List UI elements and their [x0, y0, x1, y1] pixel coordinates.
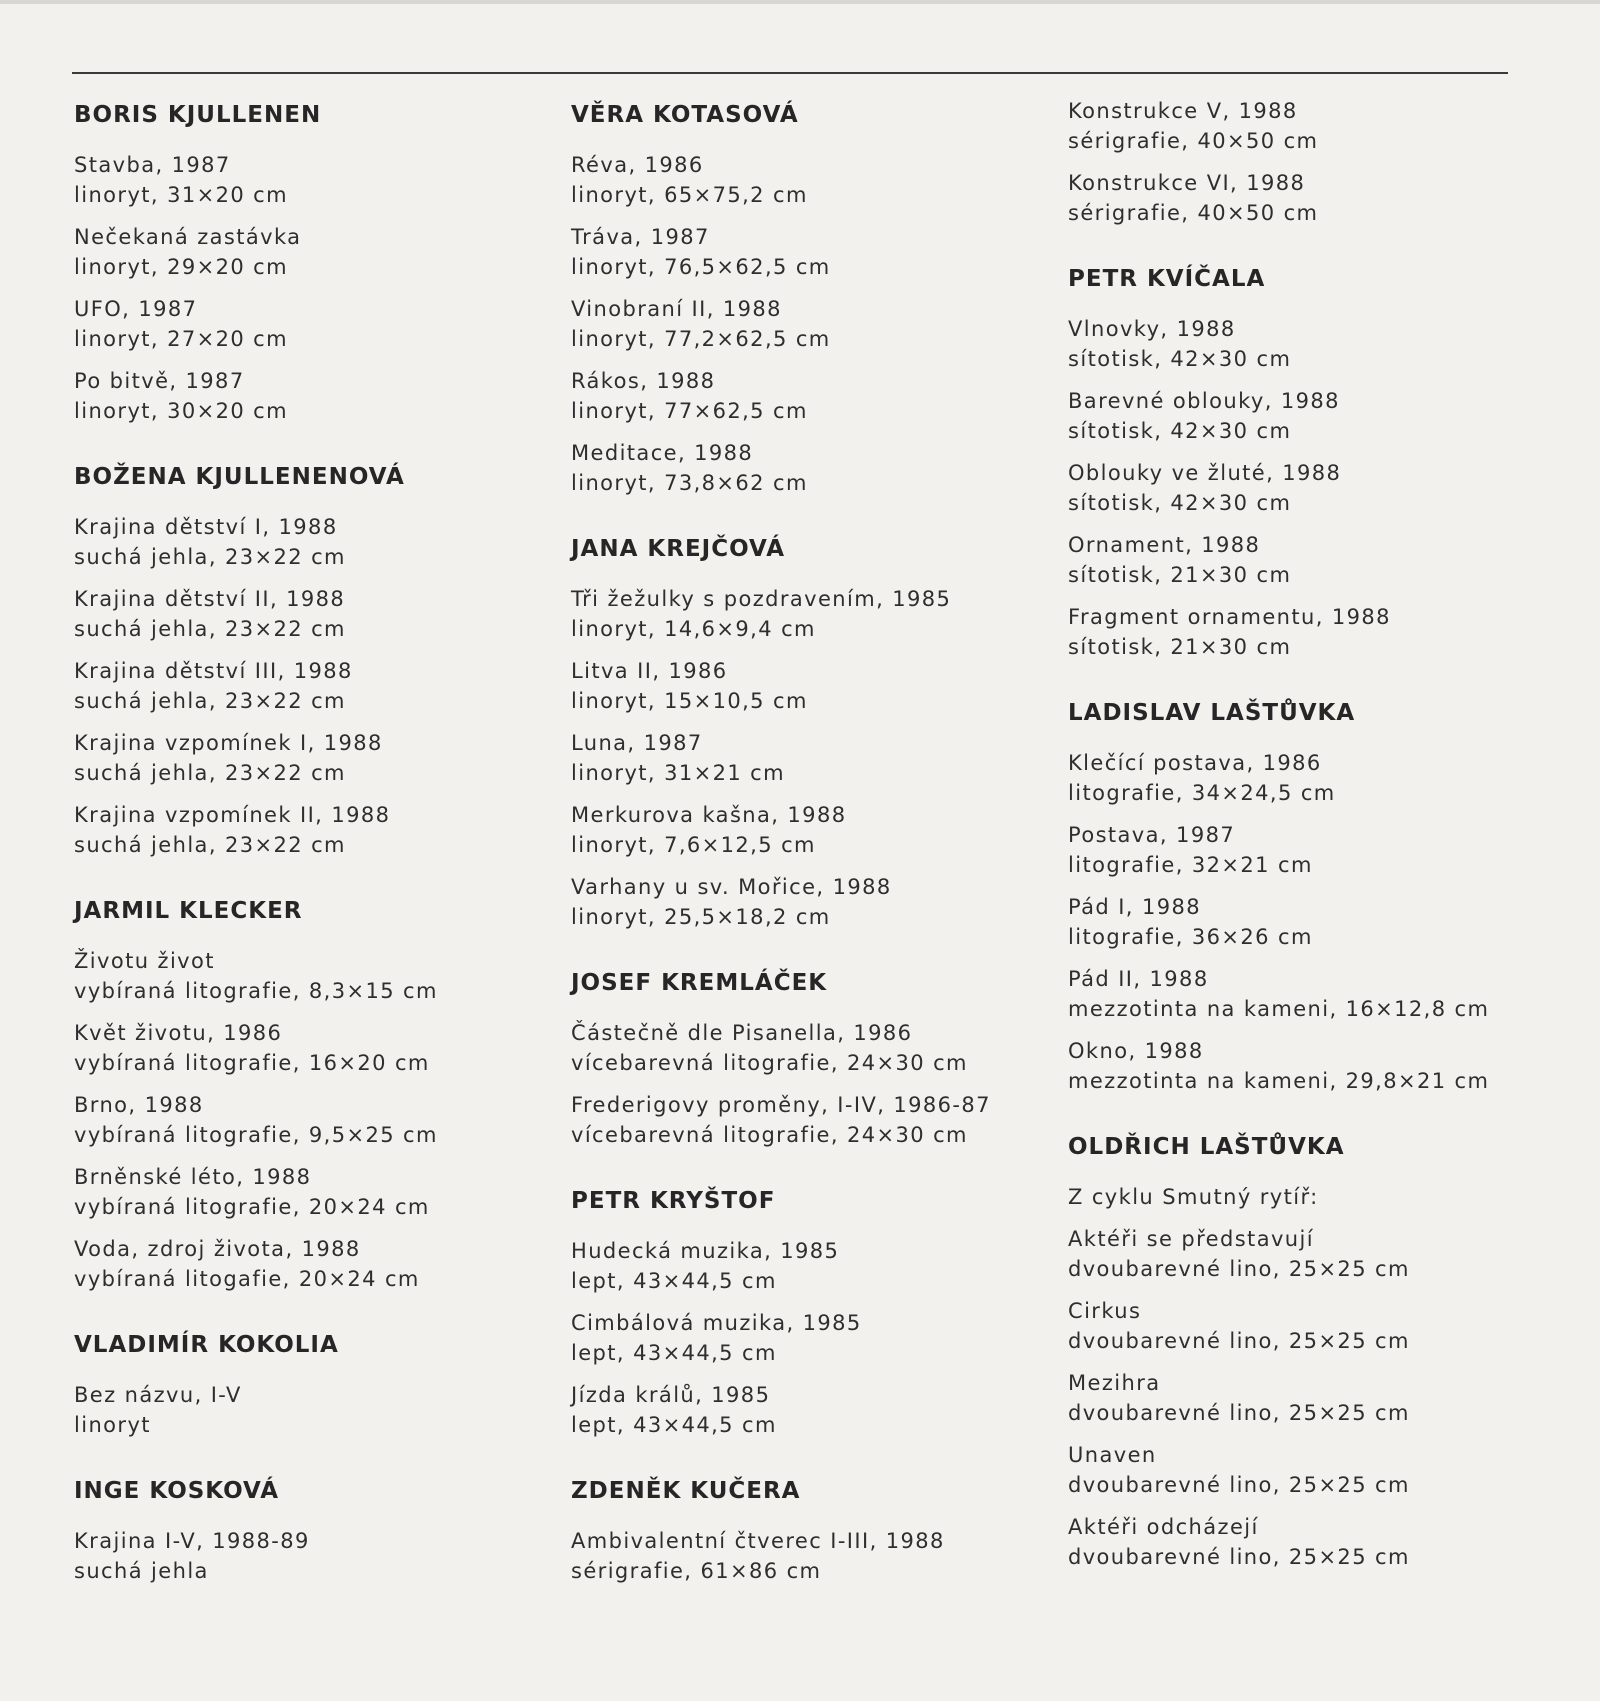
artwork-technique: litografie, 36×26 cm — [1068, 925, 1313, 949]
artwork-entry — [571, 584, 1041, 644]
artwork-technique: sérigrafie, 61×86 cm — [571, 1559, 822, 1583]
artwork-technique: linoryt, 7,6×12,5 cm — [571, 833, 816, 857]
artwork-entry — [74, 656, 544, 716]
artwork-entry — [74, 728, 544, 788]
artwork-entry — [571, 294, 1041, 354]
artwork-title: Jízda králů, 1985 — [571, 1383, 771, 1407]
artwork-entry — [1068, 1512, 1538, 1572]
artwork-title: Nečekaná zastávka — [74, 225, 302, 249]
artwork-technique: lept, 43×44,5 cm — [571, 1341, 777, 1365]
artwork-entry — [1068, 602, 1538, 662]
artwork-title: Životu život — [74, 949, 215, 973]
artwork-title: Cimbálová muzika, 1985 — [571, 1311, 862, 1335]
horizontal-rule — [72, 72, 1508, 74]
artwork-technique: linoryt, 31×21 cm — [571, 761, 785, 785]
artist-section — [74, 1330, 544, 1440]
artwork-entry — [74, 584, 544, 644]
artwork-technique: linoryt, 31×20 cm — [74, 183, 288, 207]
artwork-entry — [74, 1380, 544, 1440]
artwork-title: Brno, 1988 — [74, 1093, 204, 1117]
artwork-title: Aktéři odcházejí — [1068, 1515, 1259, 1539]
artwork-title: Postava, 1987 — [1068, 823, 1236, 847]
artwork-entry — [1068, 820, 1538, 880]
artwork-technique: lept, 43×44,5 cm — [571, 1269, 777, 1293]
artwork-technique: sítotisk, 21×30 cm — [1068, 563, 1292, 587]
artwork-technique: suchá jehla, 23×22 cm — [74, 617, 346, 641]
artwork-technique: dvoubarevné lino, 25×25 cm — [1068, 1473, 1410, 1497]
artwork-technique: vybíraná litografie, 8,3×15 cm — [74, 979, 438, 1003]
artwork-title: Bez názvu, I-V — [74, 1383, 242, 1407]
artwork-entry — [571, 1090, 1041, 1150]
artwork-technique: vícebarevná litografie, 24×30 cm — [571, 1123, 968, 1147]
artwork-entry — [74, 800, 544, 860]
artwork-title: Brněnské léto, 1988 — [74, 1165, 312, 1189]
artwork-entry — [571, 438, 1041, 498]
artwork-entry — [74, 1162, 544, 1222]
artwork-title: Krajina vzpomínek I, 1988 — [74, 731, 383, 755]
artist-name: VĚRA KOTASOVÁ — [571, 102, 799, 128]
artwork-title: Hudecká muzika, 1985 — [571, 1239, 840, 1263]
artist-section — [571, 1476, 1041, 1586]
artwork-technique: suchá jehla, 23×22 cm — [74, 761, 346, 785]
artist-section — [74, 1476, 544, 1586]
artwork-title: Krajina I-V, 1988-89 — [74, 1529, 310, 1553]
artwork-title: Krajina dětství I, 1988 — [74, 515, 338, 539]
artwork-title: Unaven — [1068, 1443, 1157, 1467]
artwork-entry — [1068, 314, 1538, 374]
artwork-technique: dvoubarevné lino, 25×25 cm — [1068, 1329, 1410, 1353]
artwork-entry — [571, 1380, 1041, 1440]
artist-section — [1068, 96, 1538, 228]
artwork-entry — [571, 1526, 1041, 1586]
artwork-entry — [74, 1018, 544, 1078]
artist-name: JANA KREJČOVÁ — [571, 536, 786, 562]
artist-name: INGE KOSKOVÁ — [74, 1478, 280, 1504]
artwork-title: Tři žežulky s pozdravením, 1985 — [571, 587, 952, 611]
artwork-entry — [571, 800, 1041, 860]
artwork-entry — [571, 150, 1041, 210]
artwork-technique: linoryt — [74, 1413, 151, 1437]
artwork-entry — [1068, 1182, 1538, 1212]
artwork-title: Mezihra — [1068, 1371, 1161, 1395]
artwork-technique: vícebarevná litografie, 24×30 cm — [571, 1051, 968, 1075]
artwork-technique: linoryt, 77×62,5 cm — [571, 399, 808, 423]
artwork-technique: sérigrafie, 40×50 cm — [1068, 201, 1319, 225]
column-2 — [571, 100, 1041, 1622]
artist-name: ZDENĚK KUČERA — [571, 1478, 801, 1504]
artwork-title: Vlnovky, 1988 — [1068, 317, 1236, 341]
artwork-title: Konstrukce VI, 1988 — [1068, 171, 1306, 195]
artwork-title: Aktéři se představují — [1068, 1227, 1314, 1251]
artwork-technique: linoryt, 25,5×18,2 cm — [571, 905, 831, 929]
artwork-title: Stavba, 1987 — [74, 153, 231, 177]
artwork-entry — [1068, 892, 1538, 952]
artwork-technique: linoryt, 65×75,2 cm — [571, 183, 808, 207]
artist-name: VLADIMÍR KOKOLIA — [74, 1332, 339, 1358]
column-1 — [74, 100, 544, 1622]
artwork-entry — [1068, 168, 1538, 228]
artwork-technique: linoryt, 77,2×62,5 cm — [571, 327, 831, 351]
artwork-entry — [1068, 964, 1538, 1024]
artwork-title: Ambivalentní čtverec I-III, 1988 — [571, 1529, 945, 1553]
artist-name: LADISLAV LAŠTŮVKA — [1068, 700, 1356, 726]
artwork-technique: dvoubarevné lino, 25×25 cm — [1068, 1545, 1410, 1569]
artist-name: BORIS KJULLENEN — [74, 102, 322, 128]
artwork-technique: linoryt, 76,5×62,5 cm — [571, 255, 831, 279]
artwork-entry — [1068, 530, 1538, 590]
artwork-technique: vybíraná litogafie, 20×24 cm — [74, 1267, 420, 1291]
artwork-entry — [571, 728, 1041, 788]
artwork-entry — [571, 1308, 1041, 1368]
artwork-title: Vinobraní II, 1988 — [571, 297, 782, 321]
artwork-entry — [1068, 458, 1538, 518]
artwork-title: Varhany u sv. Mořice, 1988 — [571, 875, 892, 899]
artist-section — [74, 896, 544, 1294]
artist-section — [1068, 698, 1538, 1096]
artwork-technique: suchá jehla, 23×22 cm — [74, 689, 346, 713]
artist-section — [571, 100, 1041, 498]
artwork-technique: dvoubarevné lino, 25×25 cm — [1068, 1401, 1410, 1425]
artwork-technique: sítotisk, 21×30 cm — [1068, 635, 1292, 659]
artwork-entry — [1068, 1296, 1538, 1356]
artist-name: PETR KVÍČALA — [1068, 266, 1266, 292]
artwork-title: Voda, zdroj života, 1988 — [74, 1237, 361, 1261]
artwork-technique: vybíraná litografie, 9,5×25 cm — [74, 1123, 438, 1147]
artwork-technique: linoryt, 73,8×62 cm — [571, 471, 808, 495]
artwork-entry — [571, 1018, 1041, 1078]
artwork-title: Klečící postava, 1986 — [1068, 751, 1322, 775]
artwork-entry — [74, 1090, 544, 1150]
artwork-title: Luna, 1987 — [571, 731, 703, 755]
artwork-entry — [1068, 96, 1538, 156]
artwork-title: Tráva, 1987 — [571, 225, 710, 249]
artwork-title: Konstrukce V, 1988 — [1068, 99, 1298, 123]
artwork-title: Pád I, 1988 — [1068, 895, 1201, 919]
artwork-title: Rákos, 1988 — [571, 369, 716, 393]
artwork-technique: mezzotinta na kameni, 29,8×21 cm — [1068, 1069, 1490, 1093]
artwork-technique: vybíraná litografie, 16×20 cm — [74, 1051, 430, 1075]
artist-name: JOSEF KREMLÁČEK — [571, 970, 828, 996]
page-top-edge — [0, 0, 1600, 4]
artwork-entry — [1068, 748, 1538, 808]
artwork-title: Réva, 1986 — [571, 153, 704, 177]
artwork-entry — [1068, 1368, 1538, 1428]
artwork-entry — [74, 366, 544, 426]
artwork-entry — [1068, 1036, 1538, 1096]
artwork-title: Barevné oblouky, 1988 — [1068, 389, 1340, 413]
column-3 — [1068, 96, 1538, 1608]
artwork-technique: linoryt, 30×20 cm — [74, 399, 288, 423]
artwork-technique: linoryt, 15×10,5 cm — [571, 689, 808, 713]
artist-name: PETR KRYŠTOF — [571, 1188, 776, 1214]
artist-section — [1068, 1132, 1538, 1572]
artwork-title: Krajina dětství II, 1988 — [74, 587, 346, 611]
artist-name: BOŽENA KJULLENENOVÁ — [74, 464, 405, 490]
artist-section — [1068, 264, 1538, 662]
artwork-entry — [74, 150, 544, 210]
artwork-title: Cirkus — [1068, 1299, 1142, 1323]
artwork-title: Litva II, 1986 — [571, 659, 728, 683]
artist-name: OLDŘICH LAŠTŮVKA — [1068, 1134, 1345, 1160]
artwork-technique: linoryt, 29×20 cm — [74, 255, 288, 279]
artwork-technique: suchá jehla, 23×22 cm — [74, 545, 346, 569]
artwork-title: Okno, 1988 — [1068, 1039, 1204, 1063]
artwork-technique: suchá jehla, 23×22 cm — [74, 833, 346, 857]
artist-section — [74, 462, 544, 860]
artwork-title: Fragment ornamentu, 1988 — [1068, 605, 1391, 629]
artwork-title: UFO, 1987 — [74, 297, 198, 321]
artwork-title: Krajina vzpomínek II, 1988 — [74, 803, 391, 827]
artwork-entry — [571, 1236, 1041, 1296]
artwork-title: Krajina dětství III, 1988 — [74, 659, 353, 683]
artwork-title: Merkurova kašna, 1988 — [571, 803, 847, 827]
artwork-title: Po bitvě, 1987 — [74, 369, 245, 393]
artwork-entry — [74, 946, 544, 1006]
artist-name: JARMIL KLECKER — [74, 898, 303, 924]
artwork-entry — [74, 512, 544, 572]
artwork-entry — [1068, 386, 1538, 446]
artwork-technique: sítotisk, 42×30 cm — [1068, 347, 1292, 371]
artwork-title: Oblouky ve žluté, 1988 — [1068, 461, 1342, 485]
artwork-technique: sítotisk, 42×30 cm — [1068, 491, 1292, 515]
artwork-entry — [571, 872, 1041, 932]
artist-section — [571, 1186, 1041, 1440]
artwork-entry — [74, 222, 544, 282]
artwork-technique: sérigrafie, 40×50 cm — [1068, 129, 1319, 153]
artwork-technique: lept, 43×44,5 cm — [571, 1413, 777, 1437]
artwork-technique: suchá jehla — [74, 1559, 209, 1583]
artwork-entry — [74, 294, 544, 354]
artwork-entry — [1068, 1224, 1538, 1284]
artwork-technique: litografie, 32×21 cm — [1068, 853, 1313, 877]
artwork-entry — [74, 1234, 544, 1294]
artwork-technique: vybíraná litografie, 20×24 cm — [74, 1195, 430, 1219]
artwork-technique: linoryt, 14,6×9,4 cm — [571, 617, 816, 641]
artwork-technique: sítotisk, 42×30 cm — [1068, 419, 1292, 443]
artwork-title: Pád II, 1988 — [1068, 967, 1209, 991]
artwork-entry — [571, 656, 1041, 716]
artwork-title: Ornament, 1988 — [1068, 533, 1261, 557]
artwork-entry — [571, 222, 1041, 282]
artwork-entry — [1068, 1440, 1538, 1500]
artist-section — [571, 968, 1041, 1150]
artist-section — [74, 100, 544, 426]
artwork-title: Meditace, 1988 — [571, 441, 754, 465]
artwork-technique: litografie, 34×24,5 cm — [1068, 781, 1336, 805]
artwork-entry — [571, 366, 1041, 426]
artwork-technique: dvoubarevné lino, 25×25 cm — [1068, 1257, 1410, 1281]
artwork-title: Částečně dle Pisanella, 1986 — [571, 1021, 913, 1045]
artwork-entry — [74, 1526, 544, 1586]
artwork-title: Frederigovy proměny, I-IV, 1986-87 — [571, 1093, 991, 1117]
artwork-technique: mezzotinta na kameni, 16×12,8 cm — [1068, 997, 1490, 1021]
artwork-title: Z cyklu Smutný rytíř: — [1068, 1185, 1319, 1209]
artist-section — [571, 534, 1041, 932]
artwork-title: Květ životu, 1986 — [74, 1021, 283, 1045]
artwork-technique: linoryt, 27×20 cm — [74, 327, 288, 351]
